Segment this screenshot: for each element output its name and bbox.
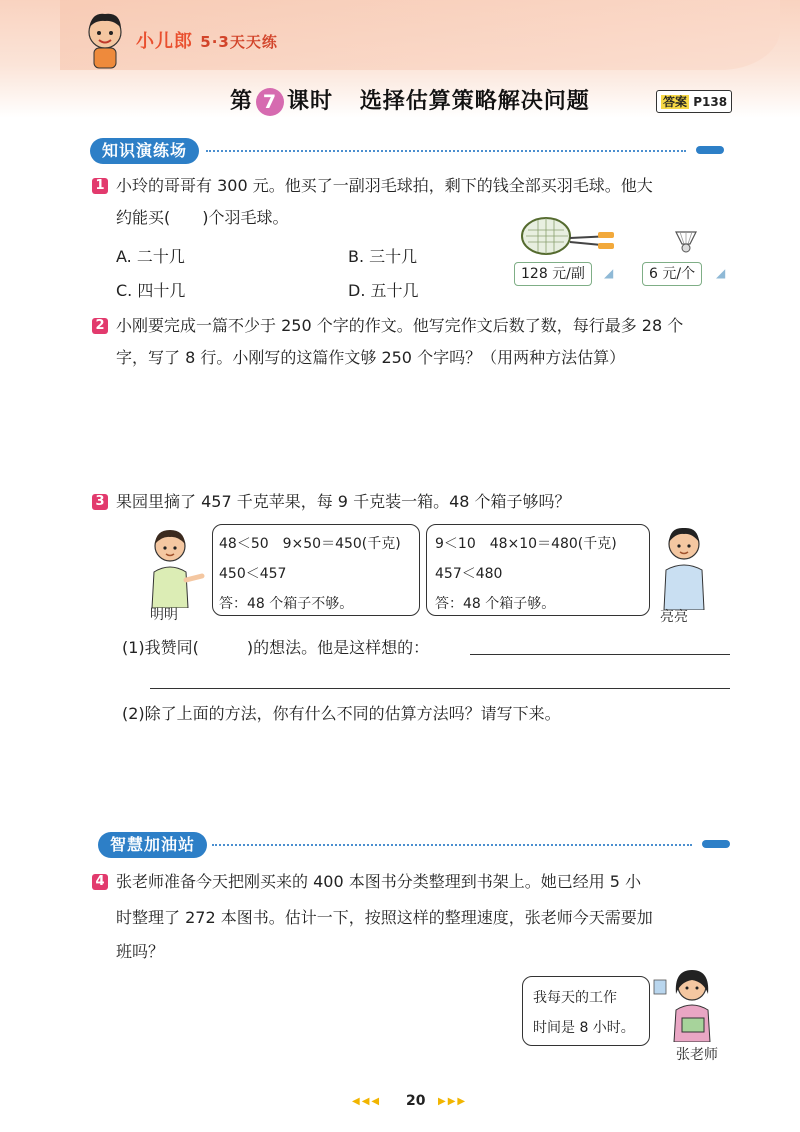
q1-option-d[interactable]: D. 五十几	[348, 281, 419, 300]
q1-option-a[interactable]: A. 二十几	[116, 247, 185, 266]
answer-reference	[656, 90, 732, 113]
q3-text: 果园里摘了 457 千克苹果，每 9 千克装一箱。48 个箱子够吗？	[116, 492, 571, 511]
mascot-boy-icon	[80, 8, 130, 70]
answer-line[interactable]	[470, 654, 730, 655]
left-bubble-line1: 48＜50 9×50＝450(千克)	[219, 536, 401, 552]
answer-line[interactable]	[150, 688, 730, 689]
brand	[136, 27, 278, 53]
badminton-racket-icon	[512, 210, 624, 262]
brand-name: 小儿郎	[136, 31, 193, 52]
q4-line3: 班吗？	[116, 942, 165, 961]
right-bubble-line1: 9＜10 48×10＝480(千克)	[435, 536, 617, 552]
section-label-challenge: 智慧加油站	[98, 832, 207, 858]
page-title	[230, 84, 590, 116]
answer-page: P138	[693, 95, 728, 109]
mingming-name: 明明	[150, 607, 178, 623]
teacher-speech-bubble	[522, 976, 650, 1046]
q3-sub2: (2)除了上面的方法，你有什么不同的估算方法吗？请写下来。	[122, 704, 561, 723]
lesson-number-badge: 7	[256, 88, 284, 116]
q4-line1: 张老师准备今天把刚买来的 400 本图书分类整理到书架上。她已经用 5 小	[116, 872, 642, 891]
liangliang-name: 亮亮	[660, 609, 688, 625]
lesson-title-text: 选择估算策略解决问题	[359, 89, 590, 114]
question-number: 3	[92, 494, 108, 510]
section-divider	[212, 844, 692, 846]
pen-icon	[702, 840, 730, 848]
answer-label: 答案	[663, 95, 688, 109]
question-number: 4	[92, 874, 108, 890]
left-bubble-line2: 450＜457	[219, 566, 287, 582]
q1-option-c[interactable]: C. 四十几	[116, 281, 186, 300]
shuttlecock-icon	[672, 228, 700, 254]
q1-line1: 小玲的哥哥有 300 元。他买了一副羽毛球拍，剩下的钱全部买羽毛球。他大	[116, 176, 653, 195]
question-number: 2	[92, 318, 108, 334]
right-arrows-icon: ▶▶▶	[438, 1096, 468, 1107]
q1-line2: 约能买( )个羽毛球。	[116, 208, 289, 227]
q2-line1: 小刚要完成一篇不少于 250 个字的作文。他写完作文后数了数，每行最多 28 个	[116, 316, 684, 335]
pen-icon	[696, 146, 724, 154]
q1-option-b[interactable]: B. 三十几	[348, 247, 418, 266]
teacher-bubble-line1: 我每天的工作	[533, 990, 617, 1006]
tag-arrow-icon: ◢	[716, 266, 728, 280]
liangliang-speech-bubble	[426, 524, 650, 616]
racket-price-tag: 128 元/副	[514, 262, 592, 286]
mingming-avatar	[140, 524, 206, 608]
shuttle-price-tag: 6 元/个	[642, 262, 702, 286]
teacher-name: 张老师	[676, 1047, 718, 1063]
q4-line2: 时整理了 272 本图书。估计一下，按照这样的整理速度，张老师今天需要加	[116, 908, 653, 927]
lesson-suffix: 课时	[287, 89, 334, 114]
right-bubble-line2: 457＜480	[435, 566, 503, 582]
brand-sub: 5·3天天练	[200, 33, 278, 51]
section-divider	[206, 150, 686, 152]
question-number: 1	[92, 178, 108, 194]
left-arrows-icon: ◀◀◀	[352, 1096, 382, 1107]
liangliang-avatar	[656, 522, 712, 610]
teacher-bubble-line2: 时间是 8 小时。	[533, 1020, 635, 1036]
right-bubble-line3: 答：48 个箱子够。	[435, 596, 556, 612]
section-label-practice: 知识演练场	[90, 138, 199, 164]
tag-arrow-icon: ◢	[604, 266, 616, 280]
page-number: 20	[406, 1093, 426, 1109]
q3-sub1: (1)我赞同( )的想法。他是这样想的：	[122, 638, 430, 657]
teacher-avatar	[652, 966, 726, 1042]
left-bubble-line3: 答：48 个箱子不够。	[219, 596, 354, 612]
q2-line2: 字，写了 8 行。小刚写的这篇作文够 250 个字吗？（用两种方法估算）	[116, 348, 626, 367]
mingming-speech-bubble	[212, 524, 420, 616]
lesson-prefix: 第	[230, 89, 254, 114]
